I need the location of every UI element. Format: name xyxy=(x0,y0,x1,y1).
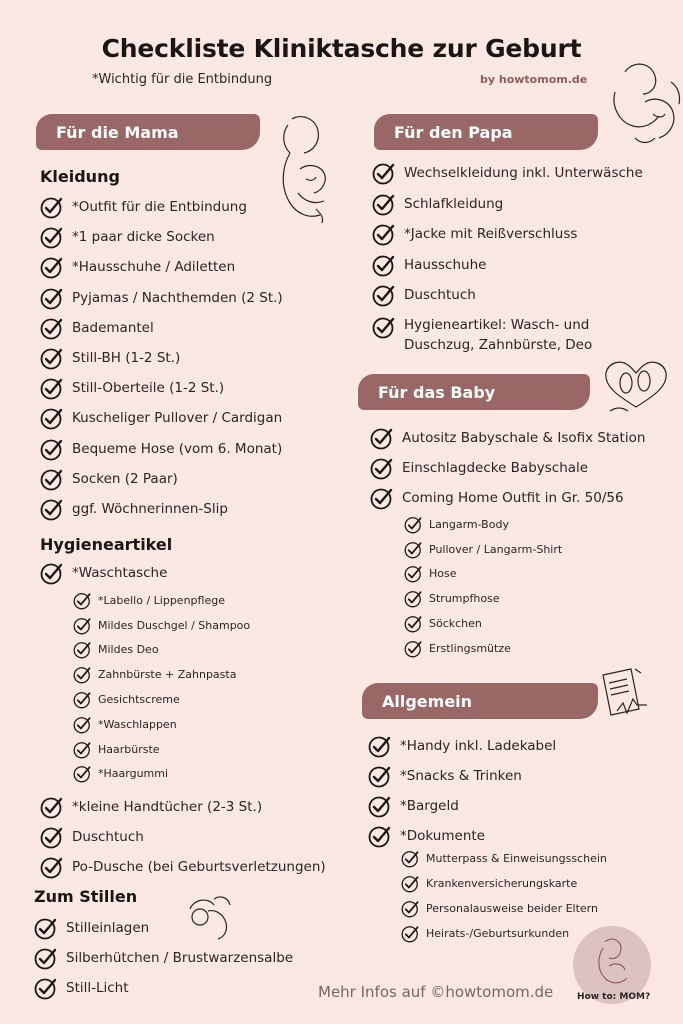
list-waschtasche xyxy=(73,588,250,786)
item-label: *1 paar dicke Socken xyxy=(72,229,215,246)
item-label: Gesichtscreme xyxy=(98,693,180,707)
list-item[interactable] xyxy=(401,871,607,896)
list-item[interactable] xyxy=(368,731,556,761)
item-label: Haarbürste xyxy=(98,742,160,756)
list-kleidung xyxy=(40,192,283,524)
item-label: Po-Dusche (bei Geburtsverletzungen) xyxy=(72,859,326,875)
list-item[interactable] xyxy=(34,913,293,943)
check-circle-icon xyxy=(368,794,392,818)
check-circle-icon xyxy=(73,591,92,610)
item-label: Krankenversicherungskarte xyxy=(426,877,578,890)
list-stillen xyxy=(34,913,293,1003)
check-circle-icon xyxy=(401,899,420,918)
item-label: *Hausschuhe / Adiletten xyxy=(72,259,236,276)
list-item[interactable] xyxy=(34,943,293,973)
item-label: Pullover / Langarm-Shirt xyxy=(429,542,563,556)
list-item[interactable] xyxy=(73,588,250,613)
item-label: *Snacks & Trinken xyxy=(400,768,522,784)
item-label: *kleine Handtücher (2-3 St.) xyxy=(72,799,263,815)
list-item[interactable] xyxy=(372,189,672,220)
item-label: Hose xyxy=(429,567,457,581)
list-item[interactable] xyxy=(40,561,167,585)
item-label: Personalausweise beider Eltern xyxy=(426,902,598,915)
list-item[interactable] xyxy=(401,896,607,921)
check-circle-icon xyxy=(73,665,92,684)
list-item[interactable] xyxy=(40,373,283,403)
check-circle-icon xyxy=(40,406,64,430)
item-label: *Labello / Lippenpflege xyxy=(98,593,225,607)
list-item[interactable] xyxy=(40,283,283,313)
item-label: Wechselkleidung inkl. Unterwäsche xyxy=(404,165,643,182)
item-label: Mutterpass & Einweisungsschein xyxy=(426,852,607,865)
check-circle-icon xyxy=(372,222,396,246)
item-label: Duschtuch xyxy=(404,287,476,304)
check-circle-icon xyxy=(40,286,64,310)
check-circle-icon xyxy=(73,715,92,734)
heart-feet-illustration xyxy=(600,355,672,415)
check-circle-icon xyxy=(368,734,392,758)
list-item[interactable] xyxy=(73,662,250,687)
item-label: Kuscheliger Pullover / Cardigan xyxy=(72,410,283,427)
check-circle-icon xyxy=(372,161,396,185)
check-circle-icon xyxy=(40,316,64,340)
list-item[interactable] xyxy=(372,158,672,189)
item-label: Duschtuch xyxy=(72,829,144,845)
section-header-allgemein: Allgemein xyxy=(362,683,598,719)
check-circle-icon xyxy=(73,764,92,783)
item-label: Schlafkleidung xyxy=(404,195,504,212)
check-circle-icon xyxy=(40,825,64,849)
heading-hygieneartikel: Hygieneartikel xyxy=(40,535,173,554)
item-label: Silberhütchen / Brustwarzensalbe xyxy=(66,950,294,966)
list-baby xyxy=(370,423,645,513)
brand-label: by howtomom.de xyxy=(480,73,588,86)
list-item[interactable] xyxy=(404,537,562,562)
list-item[interactable] xyxy=(40,822,326,852)
check-circle-icon xyxy=(404,564,423,583)
item-label: Bademantel xyxy=(72,319,154,336)
list-item[interactable] xyxy=(40,403,283,433)
page-title: Checkliste Kliniktasche zur Geburt xyxy=(101,34,582,63)
check-circle-icon xyxy=(40,467,64,491)
item-label: Still-Licht xyxy=(66,980,129,996)
item-label: *Bargeld xyxy=(400,798,459,814)
logo-text: How to: MOM? xyxy=(577,992,651,1002)
footer-text: Mehr Infos auf ©howtomom.de xyxy=(318,983,554,1001)
item-label: Hygieneartikel: Wasch- und Duschzug, Zahnbürste, Deo xyxy=(404,316,593,353)
list-item[interactable] xyxy=(404,611,562,636)
list-item[interactable] xyxy=(401,921,607,946)
list-item[interactable] xyxy=(73,737,250,762)
list-item[interactable] xyxy=(372,250,672,281)
check-circle-icon xyxy=(401,849,420,868)
list-item[interactable] xyxy=(370,483,645,513)
list-item[interactable] xyxy=(401,846,607,871)
item-label: *Outfit für die Entbindung xyxy=(72,199,247,216)
check-circle-icon xyxy=(370,456,394,480)
check-circle-icon xyxy=(73,640,92,659)
check-circle-icon xyxy=(401,924,420,943)
heading-zum-stillen: Zum Stillen xyxy=(34,887,138,906)
check-circle-icon xyxy=(40,225,64,249)
item-label: Strumpfhose xyxy=(429,592,500,606)
check-circle-icon xyxy=(401,874,420,893)
item-label: Still-BH (1-2 St.) xyxy=(72,350,181,367)
check-circle-icon xyxy=(40,497,64,521)
check-circle-icon xyxy=(404,639,423,658)
list-item[interactable] xyxy=(370,453,645,483)
list-item[interactable] xyxy=(40,222,283,252)
check-circle-icon xyxy=(34,946,58,970)
check-circle-icon xyxy=(34,916,58,940)
item-label: *Handy inkl. Ladekabel xyxy=(400,738,557,754)
item-label: Zahnbürste + Zahnpasta xyxy=(98,668,237,682)
item-label: Stilleinlagen xyxy=(66,920,150,936)
check-circle-icon xyxy=(372,253,396,277)
heading-kleidung: Kleidung xyxy=(40,167,120,186)
list-item[interactable] xyxy=(40,464,283,494)
list-item[interactable] xyxy=(40,252,283,282)
item-label: Heirats-/Geburtsurkunden xyxy=(426,927,570,940)
check-circle-icon xyxy=(372,192,396,216)
check-circle-icon xyxy=(370,426,394,450)
list-item[interactable] xyxy=(372,219,672,250)
list-item[interactable] xyxy=(34,973,293,1003)
mother-child-icon xyxy=(591,936,633,988)
subtitle: *Wichtig für die Entbindung xyxy=(92,72,273,87)
check-circle-icon xyxy=(372,315,396,339)
item-label: *Jacke mit Reißverschluss xyxy=(404,226,578,243)
section-header-papa: Für den Papa xyxy=(374,114,598,150)
check-circle-icon xyxy=(73,616,92,635)
list-item[interactable] xyxy=(40,313,283,343)
list-hygiene xyxy=(40,792,326,882)
list-item[interactable] xyxy=(370,423,645,453)
item-label: Mildes Duschgel / Shampoo xyxy=(98,618,251,632)
parents-baby-illustration xyxy=(605,52,683,152)
item-label: Einschlagdecke Babyschale xyxy=(402,460,589,476)
item-label: Hausschuhe xyxy=(404,256,487,273)
list-item[interactable] xyxy=(73,712,250,737)
check-circle-icon xyxy=(40,561,64,585)
item-label: Socken (2 Paar) xyxy=(72,470,178,487)
check-circle-icon xyxy=(40,255,64,279)
list-item[interactable] xyxy=(404,562,562,587)
check-circle-icon xyxy=(40,376,64,400)
check-circle-icon xyxy=(368,824,392,848)
check-circle-icon xyxy=(368,764,392,788)
check-circle-icon xyxy=(40,795,64,819)
list-allgemein xyxy=(368,731,556,851)
check-circle-icon xyxy=(40,855,64,879)
item-label: Bequeme Hose (vom 6. Monat) xyxy=(72,440,283,457)
list-item[interactable] xyxy=(404,586,562,611)
list-item[interactable] xyxy=(372,315,672,357)
item-label: Coming Home Outfit in Gr. 50/56 xyxy=(402,490,624,506)
list-item[interactable] xyxy=(40,792,326,822)
item-label: Pyjamas / Nachthemden (2 St.) xyxy=(72,289,283,306)
document-illustration xyxy=(597,665,651,723)
check-circle-icon xyxy=(372,283,396,307)
item-label: ggf. Wöchnerinnen-Slip xyxy=(72,500,228,517)
list-item[interactable] xyxy=(368,791,556,821)
check-circle-icon xyxy=(404,589,423,608)
list-item[interactable] xyxy=(73,638,250,663)
list-item[interactable] xyxy=(40,852,326,882)
check-circle-icon xyxy=(34,976,58,1000)
item-label: Langarm-Body xyxy=(429,517,509,531)
check-circle-icon xyxy=(404,515,423,534)
list-item[interactable] xyxy=(404,636,562,661)
list-baby-outfit xyxy=(404,512,562,661)
list-item[interactable] xyxy=(404,512,562,537)
list-item[interactable] xyxy=(73,762,250,787)
item-label: *Waschlappen xyxy=(98,717,177,731)
item-label: Erstlingsmütze xyxy=(429,641,511,655)
item-label: *Waschtasche xyxy=(72,565,168,581)
check-circle-icon xyxy=(40,195,64,219)
list-item[interactable] xyxy=(368,761,556,791)
list-item[interactable] xyxy=(40,494,283,524)
check-circle-icon xyxy=(73,690,92,709)
check-circle-icon xyxy=(404,614,423,633)
list-item[interactable] xyxy=(73,613,250,638)
check-circle-icon xyxy=(73,740,92,759)
item-label: Söckchen xyxy=(429,617,482,631)
item-label: Mildes Deo xyxy=(98,643,159,657)
list-item[interactable] xyxy=(40,192,283,222)
list-item[interactable] xyxy=(372,280,672,311)
list-item[interactable] xyxy=(73,687,250,712)
check-circle-icon xyxy=(40,346,64,370)
list-dokumente xyxy=(401,846,607,946)
section-header-mama: Für die Mama xyxy=(36,114,260,150)
check-circle-icon xyxy=(40,437,64,461)
list-papa xyxy=(372,158,672,357)
list-item[interactable] xyxy=(40,343,283,373)
check-circle-icon xyxy=(404,540,423,559)
list-item[interactable] xyxy=(40,434,283,464)
item-label: *Haargummi xyxy=(98,767,169,781)
check-circle-icon xyxy=(370,486,394,510)
section-header-baby: Für das Baby xyxy=(358,374,590,410)
item-label: Still-Oberteile (1-2 St.) xyxy=(72,380,225,397)
item-label: Autositz Babyschale & Isofix Station xyxy=(402,430,646,446)
item-label: *Dokumente xyxy=(400,828,485,844)
